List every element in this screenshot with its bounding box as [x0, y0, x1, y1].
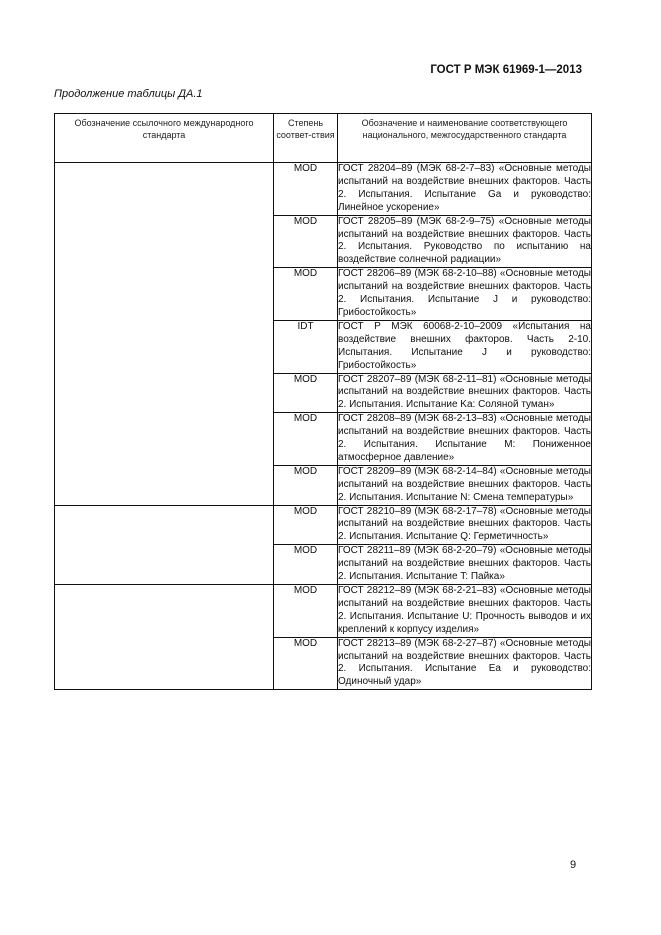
table-row — [55, 505, 592, 545]
international-standard-cell — [55, 163, 274, 506]
column-header-international-standard: Обозначение ссылочного международного стандарта — [55, 114, 274, 163]
table-caption: Продолжение таблицы ДА.1 — [54, 88, 203, 100]
national-standard-cell: ГОСТ 28206–89 (МЭК 68-2-10–88) «Основные методы испытаний на воздействие внешних факторов. Часть 2. Испытания. Испытание J и руководство: Грибостойкость» — [338, 268, 592, 321]
national-standard-cell: ГОСТ 28207–89 (МЭК 68-2-11–81) «Основные методы испытаний на воздействие внешних факторов. Часть 2. Испытания. Испытание Ka: Соляной туман» — [338, 373, 592, 413]
column-header-national-standard: Обозначение и наименование соответствующего национального, межгосударственного стандарта — [338, 114, 592, 163]
national-standard-cell: ГОСТ 28209–89 (МЭК 68-2-14–84) «Основные методы испытаний на воздействие внешних факторов. Часть 2. Испытания. Испытание N: Смена температуры» — [338, 465, 592, 505]
degree-cell: MOD — [274, 215, 338, 268]
degree-cell: MOD — [274, 545, 338, 585]
table-row — [55, 585, 592, 638]
column-header-degree: Степень соответ-ствия — [274, 114, 338, 163]
degree-cell: MOD — [274, 465, 338, 505]
national-standard-cell: ГОСТ Р МЭК 60068-2-10–2009 «Испытания на воздействие внешних факторов. Часть 2-10. Испытания. Испытание J и руководство: Грибостойкость» — [338, 320, 592, 373]
national-standard-cell: ГОСТ 28212–89 (МЭК 68-2-21–83) «Основные методы испытаний на воздействие внешних факторов. Часть 2. Испытания. Испытание U: Прочность выводов и их креплений к корпусу изделия» — [338, 585, 592, 638]
degree-cell: MOD — [274, 268, 338, 321]
national-standard-cell: ГОСТ 28204–89 (МЭК 68-2-7–83) «Основные методы испытаний на воздействие внешних факторов. Часть 2. Испытания. Испытание Ga и руководство: Линейное ускорение» — [338, 163, 592, 216]
degree-cell: IDT — [274, 320, 338, 373]
national-standard-cell: ГОСТ 28205–89 (МЭК 68-2-9–75) «Основные методы испытаний на воздействие внешних факторов. Часть 2. Испытания. Руководство по испытанию на воздействие солнечной радиации» — [338, 215, 592, 268]
degree-cell: MOD — [274, 413, 338, 466]
document-id: ГОСТ Р МЭК 61969-1—2013 — [430, 64, 582, 76]
degree-cell: MOD — [274, 585, 338, 638]
national-standard-cell: ГОСТ 28211–89 (МЭК 68-2-20–79) «Основные методы испытаний на воздействие внешних факторов. Часть 2. Испытания. Испытание T: Пайка» — [338, 545, 592, 585]
national-standard-cell: ГОСТ 28208–89 (МЭК 68-2-13–83) «Основные методы испытаний на воздействие внешних факторов. Часть 2. Испытания. Испытание M: Пониженное атмосферное давление» — [338, 413, 592, 466]
table-row — [55, 163, 592, 216]
page-number: 9 — [570, 859, 577, 871]
national-standard-cell: ГОСТ 28213–89 (МЭК 68-2-27–87) «Основные методы испытаний на воздействие внешних факторов. Часть 2. Испытания. Испытание Ea и руководство: Одиночный удар» — [338, 637, 592, 690]
degree-cell: MOD — [274, 373, 338, 413]
degree-cell: MOD — [274, 163, 338, 216]
degree-cell: MOD — [274, 637, 338, 690]
international-standard-cell — [55, 585, 274, 690]
table-header-row — [55, 114, 592, 163]
degree-cell: MOD — [274, 505, 338, 545]
standards-table — [54, 113, 592, 690]
international-standard-cell — [55, 505, 274, 584]
national-standard-cell: ГОСТ 28210–89 (МЭК 68-2-17–78) «Основные методы испытаний на воздействие внешних факторов. Часть 2. Испытания. Испытание Q: Герметичность» — [338, 505, 592, 545]
